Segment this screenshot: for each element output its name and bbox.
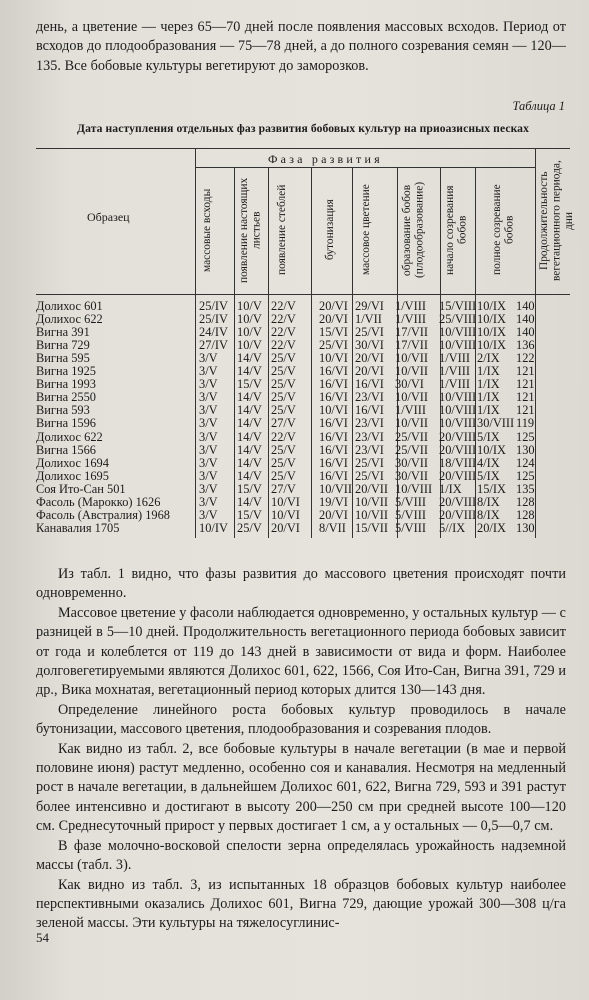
date-cell: 1/VII — [355, 312, 382, 327]
phase-header-rule — [195, 167, 535, 168]
date-cell: 25/VI — [355, 325, 384, 340]
date-cell: 1/VIII — [395, 312, 426, 327]
date-cell: 128 — [516, 494, 535, 509]
date-cell: 14/V — [237, 442, 262, 457]
date-cell: 22/V — [271, 312, 296, 327]
column-header: Продолжительность вегетационного периода, дни — [538, 160, 575, 282]
date-cell: 10/VIII — [439, 325, 477, 340]
date-cell: 15/VI — [319, 325, 348, 340]
date-cell: 1/IX — [477, 364, 500, 379]
date-cell: 10/VIII — [439, 390, 477, 405]
date-cell: 25/V — [271, 468, 296, 483]
date-cell: 23/VI — [355, 429, 384, 444]
date-cell: 16/VI — [319, 364, 348, 379]
date-cell: 14/V — [237, 351, 262, 366]
sample-name-cell: Долихос 1694 — [36, 455, 109, 470]
date-cell: 16/VI — [319, 468, 348, 483]
sample-name-cell: Фасоль (Австралия) 1968 — [36, 507, 170, 522]
date-cell: 3/V — [199, 468, 218, 483]
body-text — [36, 565, 566, 934]
table-vline — [311, 167, 312, 538]
date-cell: 20/VI — [271, 520, 300, 535]
column-header: образование бобов (плодообразование) — [401, 181, 426, 279]
date-cell: 30/VI — [355, 338, 384, 353]
date-cell: 25/V — [271, 351, 296, 366]
date-cell: 2/IX — [477, 351, 500, 366]
table-vline — [234, 167, 235, 538]
table-vline — [535, 148, 536, 538]
date-cell: 130 — [516, 442, 535, 457]
date-cell: 8/IX — [477, 507, 500, 522]
body-paragraph: Как видно из табл. 3, из испытанных 18 образцов бобовых культур наиболее перспективными оказались Долихос 601, Вигна 729, дающие урожай 300—308 ц/га зеленой массы. Эти культуры на тяжелосуглинис- — [36, 876, 566, 932]
body-paragraph: Определение линейного роста бобовых культур проводилось в начале бутонизации, массового цветения, плодообразования и созревания плодов. — [36, 701, 566, 738]
sample-name-cell: Долихос 601 — [36, 299, 103, 313]
column-header: появление стеблей — [276, 184, 288, 276]
date-cell: 20/VIII — [439, 494, 477, 509]
date-cell: 14/V — [237, 403, 262, 418]
date-cell: 10/VII — [319, 481, 353, 496]
column-header: массовые всходы — [201, 188, 213, 272]
date-cell: 16/VI — [319, 390, 348, 405]
date-cell: 10/IX — [477, 312, 506, 327]
date-cell: 3/V — [199, 429, 218, 444]
date-cell: 25/V — [271, 364, 296, 379]
date-cell: 1/IX — [477, 390, 500, 405]
date-cell: 3/V — [199, 494, 218, 509]
date-cell: 25/VIII — [439, 312, 477, 327]
date-cell: 130 — [516, 520, 535, 535]
date-cell: 3/V — [199, 377, 218, 392]
date-cell: 3/V — [199, 416, 218, 431]
intro-text: день, а цветение — через 65—70 дней после появления массовых всходов. Период от всходов до плодообразования — 75—78 дней, а до полного созревания семян — 120—135. Все бобовые культуры вегетируют до заморозков. — [36, 19, 566, 74]
date-cell: 19/VI — [319, 494, 348, 509]
date-cell: 121 — [516, 403, 535, 418]
date-cell: 25/IV — [199, 312, 228, 327]
table-title: Дата наступления отдельных фаз развития бобовых культур на приоазисных песках — [77, 122, 529, 135]
date-cell: 23/VI — [355, 442, 384, 457]
date-cell: 124 — [516, 455, 535, 470]
date-cell: 10/VII — [355, 507, 389, 522]
date-cell: 1/VIII — [439, 364, 470, 379]
date-cell: 119 — [516, 416, 535, 431]
date-cell: 140 — [516, 312, 535, 327]
date-cell: 10/IX — [477, 325, 506, 340]
date-cell: 136 — [516, 338, 535, 353]
date-cell: 15/IX — [477, 481, 506, 496]
table-vline — [268, 167, 269, 538]
date-cell: 16/VI — [319, 455, 348, 470]
sample-name-cell: Вигна 1993 — [36, 377, 96, 392]
date-cell: 10/VI — [319, 403, 348, 418]
table-vline — [352, 167, 353, 538]
date-cell: 22/V — [271, 429, 296, 444]
date-cell: 25/VI — [355, 455, 384, 470]
column-header: массовое цветение — [360, 184, 372, 276]
date-cell: 5/IX — [477, 429, 500, 444]
date-cell: 10/VIII — [439, 416, 477, 431]
date-cell: 30/VI — [395, 377, 424, 392]
page-number: 54 — [36, 930, 49, 945]
date-cell: 10/VIII — [439, 403, 477, 418]
date-cell: 25/V — [271, 442, 296, 457]
date-cell: 3/V — [199, 403, 218, 418]
date-cell: 25/VII — [395, 442, 429, 457]
date-cell: 125 — [516, 429, 535, 444]
date-cell: 1/IX — [477, 403, 500, 418]
sample-name-cell: Вигна 1566 — [36, 442, 96, 457]
date-cell: 15/V — [237, 507, 262, 522]
date-cell: 10/VII — [355, 494, 389, 509]
date-cell: 3/V — [199, 351, 218, 366]
date-cell: 1/VIII — [439, 351, 470, 366]
sample-name-cell: Канавалия 1705 — [36, 520, 120, 535]
table-top-rule — [36, 148, 570, 149]
date-cell: 14/V — [237, 455, 262, 470]
body-paragraph: В фазе молочно-восковой спелости зерна определялась урожайность надземной массы (табл. 3). — [36, 837, 566, 874]
date-cell: 4/IX — [477, 455, 500, 470]
table-header-rule — [36, 294, 570, 295]
table-vline — [195, 148, 196, 538]
sample-name-cell: Вигна 593 — [36, 403, 90, 418]
date-cell: 10/IV — [199, 520, 228, 535]
date-cell: 10/VII — [395, 351, 429, 366]
date-cell: 27/V — [271, 481, 296, 496]
date-cell: 121 — [516, 390, 535, 405]
date-cell: 5/IX — [477, 468, 500, 483]
sample-name-cell: Долихос 622 — [36, 429, 103, 444]
date-cell: 3/V — [199, 364, 218, 379]
date-cell: 16/VI — [319, 429, 348, 444]
date-cell: 1/VIII — [439, 377, 470, 392]
date-cell: 3/V — [199, 442, 218, 457]
date-cell: 23/VI — [355, 416, 384, 431]
date-cell: 25/V — [271, 377, 296, 392]
date-cell: 30/VIII — [477, 416, 515, 431]
date-cell: 10/V — [237, 312, 262, 327]
date-cell: 20/VI — [319, 312, 348, 327]
date-cell: 122 — [516, 351, 535, 366]
date-cell: 20/VII — [355, 481, 389, 496]
date-cell: 10/IX — [477, 299, 506, 313]
date-cell: 15/VIII — [439, 299, 477, 313]
column-header: бутонизация — [324, 199, 336, 261]
body-paragraph: Из табл. 1 видно, что фазы развития до массового цветения происходят почти одновременно. — [36, 566, 566, 602]
date-cell: 20/VIII — [439, 468, 477, 483]
date-cell: 1/IX — [477, 377, 500, 392]
date-cell: 3/V — [199, 507, 218, 522]
date-cell: 14/V — [237, 468, 262, 483]
date-cell: 121 — [516, 364, 535, 379]
date-cell: 8/IX — [477, 494, 500, 509]
date-cell: 25/VII — [395, 429, 429, 444]
table-label: Таблица 1 — [512, 99, 565, 113]
date-cell: 1/IX — [439, 481, 462, 496]
date-cell: 14/V — [237, 390, 262, 405]
sample-name-cell: Вигна 729 — [36, 338, 90, 353]
date-cell: 30/VII — [395, 455, 429, 470]
date-cell: 15/V — [237, 481, 262, 496]
date-cell: 27/IV — [199, 338, 228, 353]
date-cell: 10/VII — [395, 390, 429, 405]
date-cell: 8/VII — [319, 520, 346, 535]
date-cell: 135 — [516, 481, 535, 496]
date-cell: 20/VIII — [439, 442, 477, 457]
sample-name-cell: Долихос 1695 — [36, 468, 109, 483]
date-cell: 16/VI — [319, 377, 348, 392]
date-cell: 20/IX — [477, 520, 506, 535]
date-cell: 25/V — [271, 390, 296, 405]
date-cell: 3/V — [199, 481, 218, 496]
date-cell: 10/IX — [477, 338, 506, 353]
date-cell: 10/VIII — [395, 481, 433, 496]
date-cell: 128 — [516, 507, 535, 522]
sample-name-cell: Фасоль (Марокко) 1626 — [36, 494, 161, 509]
date-cell: 10/VII — [395, 416, 429, 431]
body-paragraph: Массовое цветение у фасоли наблюдается одновременно, у остальных культур — с разницей в 5—10 дней. Продолжительность вегетационного периода бобовых зависит от года и колеблется от 119 до 143 дней в зависимости от вида и форм. Наиболее долговегетируемыми являются Долихос 601, 622, 1566, Соя Ито-Сан, Вигна 391, 729 и др., Вика мохнатая, вегетационный период которых длится 130—143 дня. — [36, 604, 566, 699]
date-cell: 25/V — [271, 403, 296, 418]
date-cell: 25/VI — [355, 468, 384, 483]
date-cell: 20/VIII — [439, 429, 477, 444]
date-cell: 3/V — [199, 390, 218, 405]
date-cell: 22/V — [271, 338, 296, 353]
date-cell: 14/V — [237, 416, 262, 431]
intro-paragraph — [36, 18, 566, 76]
date-cell: 20/VI — [355, 351, 384, 366]
date-cell: 20/VI — [355, 364, 384, 379]
date-cell: 10/V — [237, 338, 262, 353]
date-cell: 10/VI — [319, 351, 348, 366]
date-cell: 1/VIII — [395, 403, 426, 418]
date-cell: 10/V — [237, 299, 262, 313]
header-phase: Фаза развития — [268, 152, 383, 166]
date-cell: 1/VIII — [395, 299, 426, 313]
body-paragraph: Как видно из табл. 2, все бобовые культуры в начале вегетации (в мае и первой половине июня) растут медленно, особенно соя и канавалия. Несмотря на медленный рост в начале вегетации, в дальнейшем Долихос 601, 622, Вигна 729, 593 и 391 растут более интенсивно и достигают в высоту 200—250 см при средней высоте 100—120 см. Среднесуточный прирост у первых достигает 1 см, а у остальных — 0,5—0,7 см. — [36, 740, 566, 835]
date-cell: 10/VIII — [439, 338, 477, 353]
date-cell: 23/VI — [355, 390, 384, 405]
date-cell: 20/VI — [319, 299, 348, 313]
date-cell: 5/VIII — [395, 520, 426, 535]
date-cell: 27/V — [271, 416, 296, 431]
date-cell: 10/VI — [271, 507, 300, 522]
column-header: появление настоящих листьев — [238, 177, 263, 283]
date-cell: 17/VII — [395, 338, 429, 353]
sample-name-cell: Вигна 1925 — [36, 364, 96, 379]
date-cell: 10/VI — [271, 494, 300, 509]
date-cell: 140 — [516, 325, 535, 340]
date-cell: 25/IV — [199, 299, 228, 313]
sample-name-cell: Вигна 595 — [36, 351, 90, 366]
sample-name-cell: Вигна 391 — [36, 325, 90, 340]
date-cell: 121 — [516, 377, 535, 392]
date-cell: 24/IV — [199, 325, 228, 340]
date-cell: 10/IX — [477, 442, 506, 457]
column-header: начало созревания бобов — [444, 185, 469, 275]
date-cell: 15/VII — [355, 520, 389, 535]
date-cell: 125 — [516, 468, 535, 483]
date-cell: 14/V — [237, 364, 262, 379]
date-cell: 25/VI — [319, 338, 348, 353]
date-cell: 10/VII — [395, 364, 429, 379]
date-cell: 5//IX — [439, 520, 466, 535]
date-cell: 29/VI — [355, 299, 384, 313]
date-cell: 16/VI — [319, 442, 348, 457]
date-cell: 22/V — [271, 299, 296, 313]
sample-name-cell: Вигна 1596 — [36, 416, 96, 431]
sample-name-cell: Вигна 2550 — [36, 390, 96, 405]
date-cell: 16/VI — [355, 377, 384, 392]
date-cell: 16/VI — [319, 416, 348, 431]
date-cell: 10/V — [237, 325, 262, 340]
date-cell: 25/V — [271, 455, 296, 470]
date-cell: 14/V — [237, 494, 262, 509]
date-cell: 25/V — [237, 520, 262, 535]
date-cell: 20/VI — [319, 507, 348, 522]
sample-name-cell: Долихос 622 — [36, 312, 103, 327]
date-cell: 5/VIII — [395, 494, 426, 509]
header-sample: Образец — [87, 210, 130, 224]
date-cell: 16/VI — [355, 403, 384, 418]
date-cell: 140 — [516, 299, 535, 313]
date-cell: 30/VII — [395, 468, 429, 483]
date-cell: 5/VIII — [395, 507, 426, 522]
column-header: полное созревание бобов — [491, 184, 516, 276]
date-cell: 22/V — [271, 325, 296, 340]
date-cell: 15/V — [237, 377, 262, 392]
date-cell: 14/V — [237, 429, 262, 444]
date-cell: 17/VII — [395, 325, 429, 340]
sample-name-cell: Соя Ито-Сан 501 — [36, 481, 126, 496]
date-cell: 18/VIII — [439, 455, 477, 470]
date-cell: 3/V — [199, 455, 218, 470]
date-cell: 20/VIII — [439, 507, 477, 522]
